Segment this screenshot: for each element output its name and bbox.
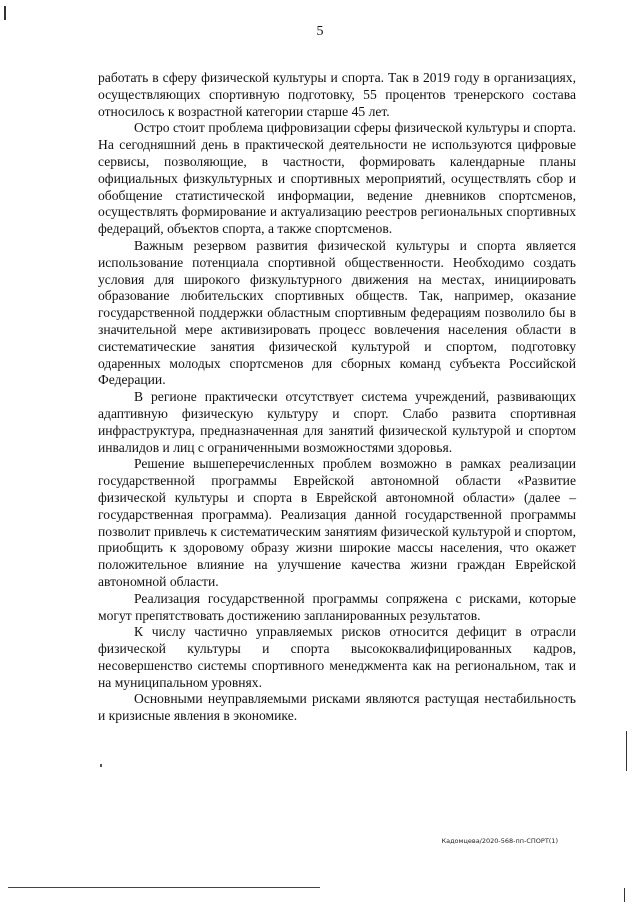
- page-number: 5: [316, 24, 324, 39]
- paragraph: Остро стоит проблема цифровизации сферы физической культуры и спорта. На сегодняшний день в практической деятельности не используются цифровые сервисы, позволяющие, в частности, формировать календарные планы официальных физкультурных и спортивных мероприятий, осуществлять сбор и обобщение статистической информации, ведение дневников спортсменов, осуществлять формирование и актуализацию реестров региональных спортивных федераций, объектов спорта, а также спортсменов.: [98, 120, 576, 237]
- paragraph: К числу частично управляемых рисков относится дефицит в отрасли физической культуры и спорта высококвалифицированных кадров, несовершенство системы спортивного менеджмента как на региональном, так и на муниципальном уровнях.: [98, 624, 576, 690]
- paragraph: Решение вышеперечисленных проблем возможно в рамках реализации государственной программы Еврейской автономной области «Развитие физической культуры и спорта в Еврейской автономной области» (далее – государственная программа). Реализация данной государственной программы позволит привлечь к систематическим занятиям физической культурой и спортом, приобщить к здоровому образу жизни широкие массы населения, что окажет положительное влияние на улучшение качества жизни граждан Еврейской автономной области.: [98, 456, 576, 589]
- scan-edge-mark: [624, 888, 625, 902]
- paragraph: В регионе практически отсутствует система учреждений, развивающих адаптивную физическую культуру и спорт. Слабо развита спортивная инфраструктура, предназначенная для занятий физической культурой и спортом инвалидов и лиц с ограниченными возможностями здоровья.: [98, 389, 576, 455]
- scan-speck: [100, 764, 102, 767]
- bottom-divider: [8, 887, 320, 888]
- paragraph: Важным резервом развития физической культуры и спорта является использование потенциала спортивной общественности. Необходимо создать условия для широкого физкультурного движения на местах, инициировать образование любительских спортивных обществ. Так, например, оказание государственной поддержки областным спортивным федерациям позволило бы в значительной мере активизировать процесс вовлечения населения области в систематические занятия физической культурой и спортом, подготовку одаренных молодых спортсменов для сборных команд субъекта Российской Федерации.: [98, 237, 576, 388]
- scan-edge-mark: [626, 731, 627, 771]
- body-text: [98, 70, 576, 725]
- paragraph: работать в сферу физической культуры и спорта. Так в 2019 году в организациях, осуществляющих спортивную подготовку, 55 процентов тренерского состава относилось к возрастной категории старше 45 лет.: [98, 70, 576, 119]
- paragraph: Реализация государственной программы сопряжена с рисками, которые могут препятствовать достижению запланированных результатов.: [98, 590, 576, 623]
- document-reference: Кадомцева/2020-568-пп-СПОРТ(1): [441, 837, 558, 845]
- scan-edge-mark: [4, 6, 6, 20]
- paragraph: Основными неуправляемыми рисками являются растущая нестабильность и кризисные явления в экономике.: [98, 691, 576, 724]
